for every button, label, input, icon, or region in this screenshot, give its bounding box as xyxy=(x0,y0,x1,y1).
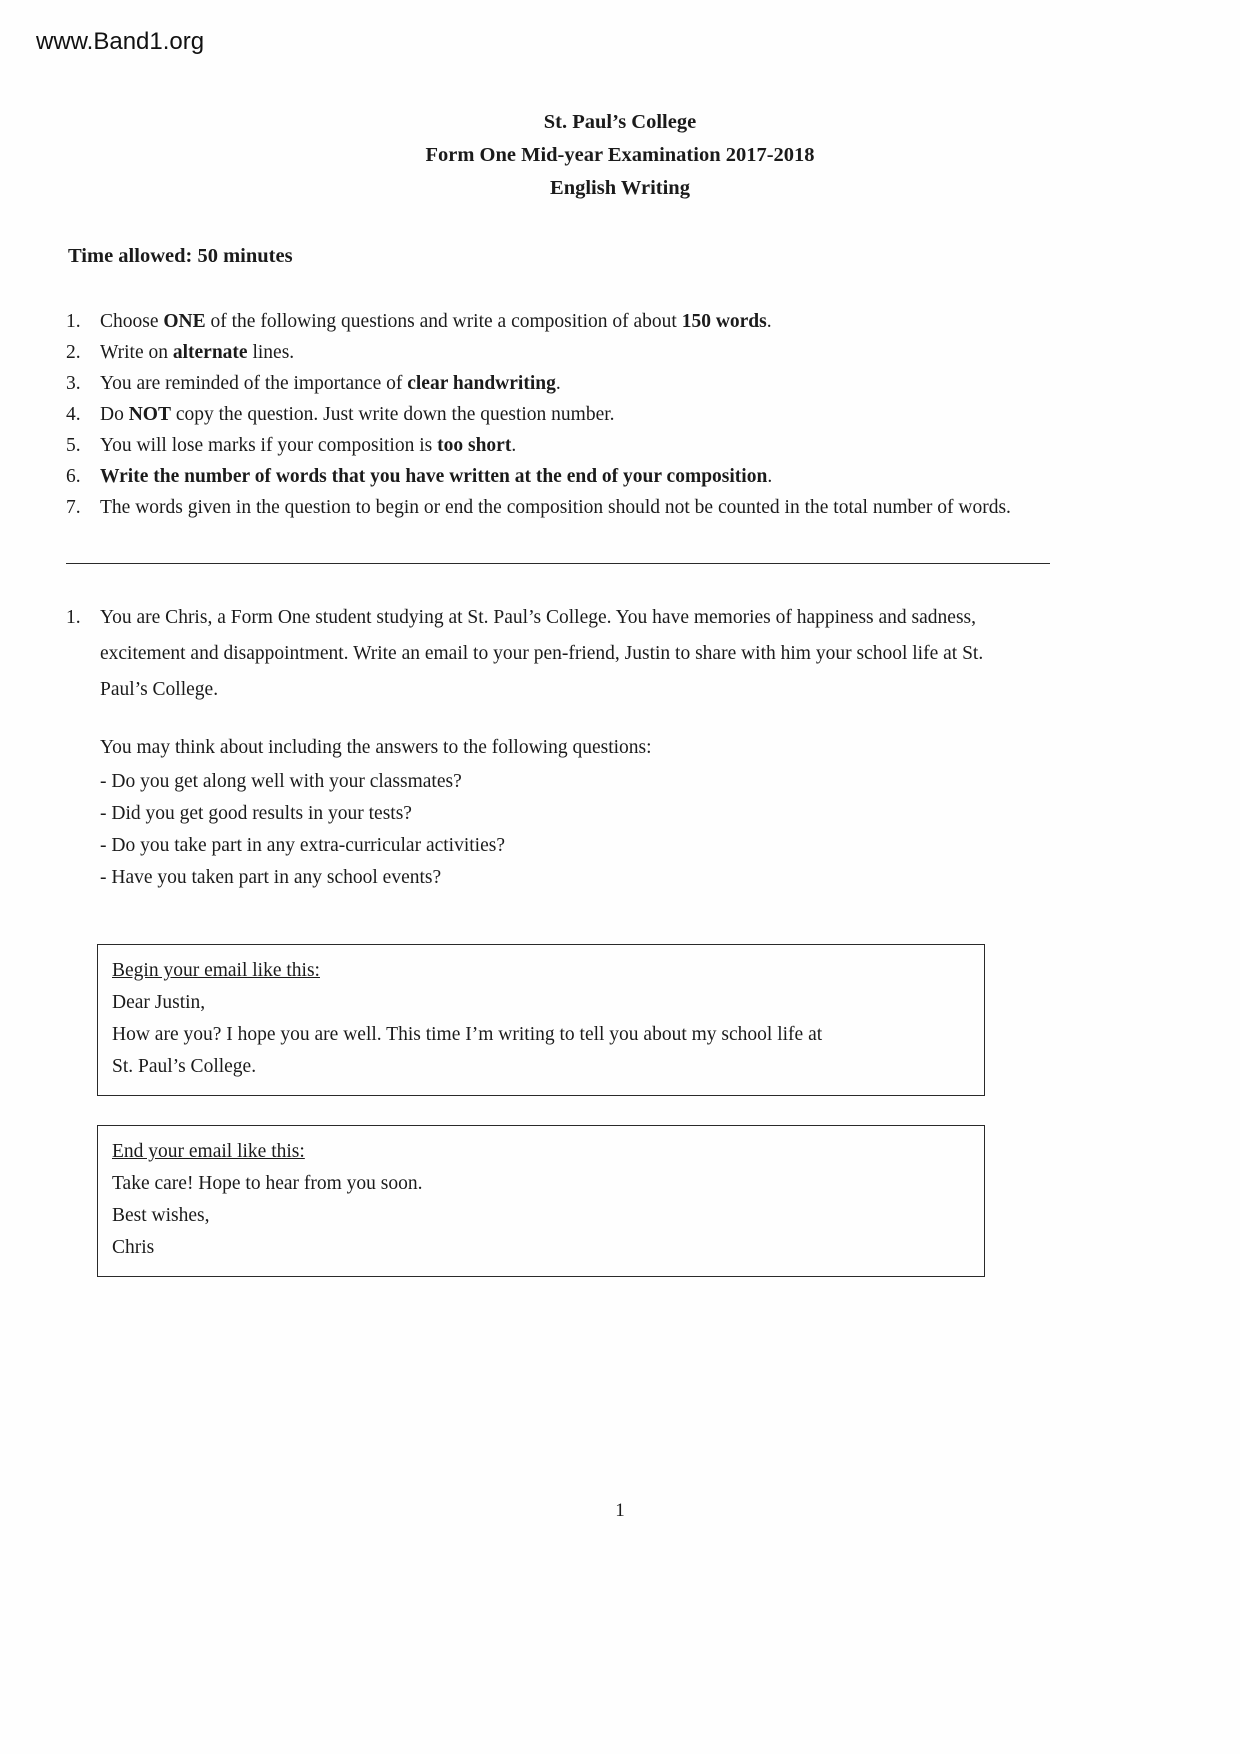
question-hints xyxy=(100,732,1240,894)
question-text: You are Chris, a Form One student studying at St. Paul’s College. You have memories of happiness and sadness, excitement and disappointment. Write an email to your pen-friend, Justin to share with him your school life at St. Paul’s College. xyxy=(100,607,984,700)
exam-title: Form One Mid-year Examination 2017-2018 xyxy=(425,144,815,166)
question-number: 1. xyxy=(66,607,81,628)
end-email-box xyxy=(97,1125,985,1277)
instruction-text: You are reminded of the importance of clear handwriting. xyxy=(100,373,561,394)
email-line: Take care! Hope to hear from you soon. xyxy=(112,1173,423,1194)
email-line: St. Paul’s College. xyxy=(112,1056,257,1077)
instruction-item xyxy=(66,337,1170,368)
watermark-url: www.Band1.org xyxy=(36,28,205,55)
instruction-item xyxy=(66,399,1170,430)
instruction-text: Write the number of words that you have written at the end of your composition. xyxy=(100,466,773,487)
instructions-list xyxy=(66,306,1170,523)
section-divider xyxy=(66,563,1050,564)
question-block xyxy=(66,600,1240,708)
hint-line: - Have you taken part in any school events? xyxy=(100,867,442,888)
instruction-item xyxy=(66,492,1170,523)
instruction-number: 7. xyxy=(66,497,81,518)
email-line: Chris xyxy=(112,1237,155,1258)
instruction-item xyxy=(66,461,1170,492)
page-number: 1 xyxy=(615,1500,625,1521)
email-line: Best wishes, xyxy=(112,1205,210,1226)
email-line: Dear Justin, xyxy=(112,992,206,1013)
instruction-item xyxy=(66,368,1170,399)
instruction-number: 4. xyxy=(66,404,81,425)
instruction-text: You will lose marks if your composition is too short. xyxy=(100,435,517,456)
hint-line: - Do you take part in any extra-curricular activities? xyxy=(100,835,505,856)
instruction-item xyxy=(66,430,1170,461)
time-allowed: Time allowed: 50 minutes xyxy=(68,245,293,267)
hint-intro: You may think about including the answers to the following questions: xyxy=(100,737,652,758)
school-name: St. Paul’s College xyxy=(543,111,697,133)
instruction-number: 5. xyxy=(66,435,81,456)
hint-line: - Did you get good results in your tests? xyxy=(100,803,412,824)
instruction-number: 6. xyxy=(66,466,81,487)
end-box-title: End your email like this: xyxy=(112,1141,305,1162)
begin-box-title: Begin your email like this: xyxy=(112,960,320,981)
instruction-number: 3. xyxy=(66,373,81,394)
instruction-text: Write on alternate lines. xyxy=(100,342,295,363)
subject-title: English Writing xyxy=(550,177,690,199)
instruction-number: 1. xyxy=(66,311,81,332)
instruction-number: 2. xyxy=(66,342,81,363)
email-line: How are you? I hope you are well. This time I’m writing to tell you about my school life at xyxy=(112,1024,823,1045)
begin-email-box xyxy=(97,944,985,1096)
instruction-text: Choose ONE of the following questions and write a composition of about 150 words. xyxy=(100,311,772,332)
hint-line: - Do you get along well with your classmates? xyxy=(100,771,462,792)
instruction-item xyxy=(66,306,1170,337)
instruction-text: Do NOT copy the question. Just write down the question number. xyxy=(100,404,615,425)
instruction-text: The words given in the question to begin or end the composition should not be counted in the total number of words. xyxy=(100,497,1011,518)
